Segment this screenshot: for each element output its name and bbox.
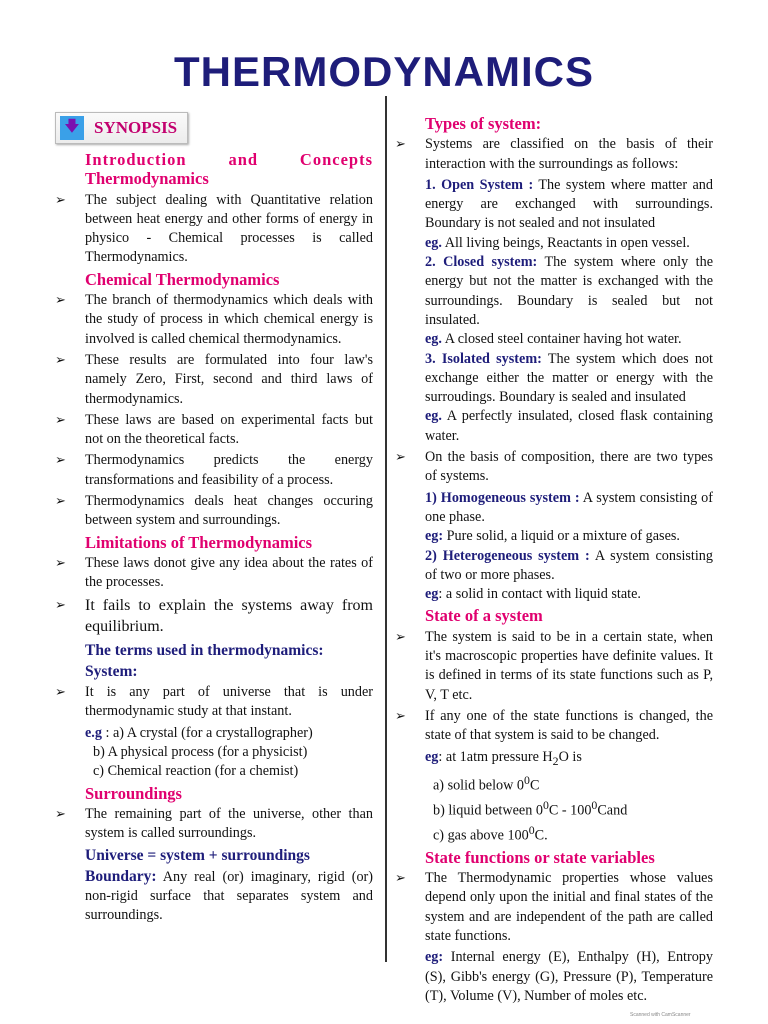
list-item: ➢ The Thermodynamic properties whose values depend only upon the initial and final states of the system and are independent of the path are called state functions. [395, 869, 713, 946]
bullet-arrow-icon: ➢ [55, 293, 66, 309]
terms-heading: The terms used in thermodynamics: [85, 641, 324, 659]
page-title: THERMODYNAMICS [174, 48, 594, 95]
synopsis-label: SYNOPSIS [94, 118, 178, 138]
isolated-system-example: eg. A perfectly insulated, closed flask containing water. [425, 408, 713, 444]
boundary-definition: Boundary: Any real (or) imaginary, rigid (or) non-rigid surface that separates system and surroundings. [85, 867, 373, 924]
closed-system: 2. Closed system: The system where only the energy but not the matter is exchanged with the surroundings. Boundary is sealed but not insulated. [425, 254, 713, 328]
system-example-c: c) Chemical reaction (for a chemist) [93, 763, 299, 780]
state-example-a: a) solid below $0^0C$ [433, 772, 540, 794]
right-column [395, 112, 713, 1006]
state-example: eg: at 1atm pressure $H_2O$ is [425, 748, 582, 768]
intro-word-1: Introduction [85, 150, 187, 169]
list-item: ➢ Systems are classified on the basis of their interaction with the surroundings as follows: [395, 135, 713, 174]
state-functions-example: eg: Internal energy (E), Enthalpy (H), Entropy (S), Gibb's energy (G), Pressure (P), Temperature (T), Volume (V), Number of moles etc. [425, 949, 713, 1004]
bullet-arrow-icon: ➢ [55, 412, 66, 428]
list-item: ➢ The branch of thermodynamics which deals with the study of process in which chemical energy is involved is called chemical thermodynamics. [55, 291, 373, 349]
bullet-arrow-icon: ➢ [55, 806, 66, 822]
state-example-c: c) gas above $100^0C$. [433, 822, 548, 844]
bullet-arrow-icon: ➢ [55, 555, 66, 571]
bullet-arrow-icon: ➢ [395, 708, 406, 724]
closed-system-example: eg. A closed steel container having hot water. [425, 331, 682, 348]
chem-heading: Chemical Thermodynamics [85, 269, 280, 289]
open-system: 1. Open System : The system where matter and energy are exchanged with surroundings. Boundary is not sealed and not insulated [425, 176, 713, 232]
heterogeneous-system: 2) Heterogeneous system : A system consisting of two or more phases. [425, 547, 713, 583]
homogeneous-system: 1) Homogeneous system : A system consisting of one phase. [425, 489, 713, 525]
down-arrow-icon: 🡇 [60, 116, 84, 140]
left-column [55, 112, 373, 926]
homogeneous-example: eg: Pure solid, a liquid or a mixture of gases. [425, 528, 680, 545]
bullet-arrow-icon: ➢ [55, 352, 66, 368]
universe-equation: Universe = system + surroundings [85, 846, 310, 864]
list-item: ➢ These laws donot give any idea about the rates of the processes. [55, 554, 373, 593]
column-divider [385, 96, 387, 962]
list-item: ➢ The subject dealing with Quantitative relation between heat energy and other forms of energy in physico - Chemical processes is called Thermodynamics. [55, 191, 373, 268]
bullet-arrow-icon: ➢ [55, 494, 66, 510]
bullet-arrow-icon: ➢ [395, 871, 406, 887]
system-heading: System: [85, 662, 138, 680]
list-item: ➢ Thermodynamics predicts the energy transformations and feasibility of a process. [55, 451, 373, 490]
list-item: ➢ These laws are based on experimental facts but not on the theoretical facts. [55, 411, 373, 450]
bullet-arrow-icon: ➢ [395, 137, 406, 153]
heterogeneous-example: eg: a solid in contact with liquid state. [425, 586, 641, 603]
bullet-arrow-icon: ➢ [55, 597, 66, 613]
state-example-b: b) liquid between $0^0C$ - $100^0Cand$ [433, 797, 628, 819]
intro-heading-2: Thermodynamics [85, 169, 209, 189]
list-item: ➢ It fails to explain the systems away from equilibrium. [55, 596, 373, 635]
surroundings-heading: Surroundings [85, 783, 182, 803]
system-example-b: b) A physical process (for a physicist) [93, 744, 308, 761]
limits-heading: Limitations of Thermodynamics [85, 532, 313, 552]
bullet-arrow-icon: ➢ [395, 629, 406, 645]
list-item: ➢ It is any part of universe that is under thermodynamic study at that instant. [55, 683, 373, 722]
list-item: ➢ These results are formulated into four law's namely Zero, First, second and third laws of thermodynamics. [55, 351, 373, 409]
state-functions-heading: State functions or state variables [425, 847, 655, 867]
open-system-example: eg. All living beings, Reactants in open vessel. [425, 234, 690, 251]
list-item: ➢ Thermodynamics deals heat changes occuring between system and surroundings. [55, 492, 373, 531]
bullet-arrow-icon: ➢ [55, 192, 66, 208]
list-item: ➢ On the basis of composition, there are two types of systems. [395, 448, 713, 487]
system-example-a: e.g : a) A crystal (for a crystallographer) [85, 724, 313, 741]
intro-word-3: Concepts [299, 150, 374, 169]
list-item: ➢ If any one of the state functions is changed, the state of that system is said to be changed. [395, 707, 713, 746]
types-heading: Types of system: [425, 114, 542, 133]
list-item: ➢ The remaining part of the universe, other than system is called surroundings. [55, 805, 373, 844]
scanner-watermark: Scanned with CamScanner [630, 1012, 691, 1018]
synopsis-box [55, 112, 188, 144]
bullet-arrow-icon: ➢ [55, 453, 66, 469]
isolated-system: 3. Isolated system: The system which does not exchange either the matter or energy with the surroudings. Boundary is sealed and insulated [425, 350, 713, 406]
state-heading: State of a system [425, 606, 543, 626]
intro-word-2: and [228, 150, 259, 169]
intro-heading [85, 150, 373, 169]
bullet-arrow-icon: ➢ [55, 685, 66, 701]
list-item: ➢ The system is said to be in a certain state, when it's macroscopic properties have definite values. It is defined in terms of its state functions such as P, V, T etc. [395, 628, 713, 705]
bullet-arrow-icon: ➢ [395, 450, 406, 466]
